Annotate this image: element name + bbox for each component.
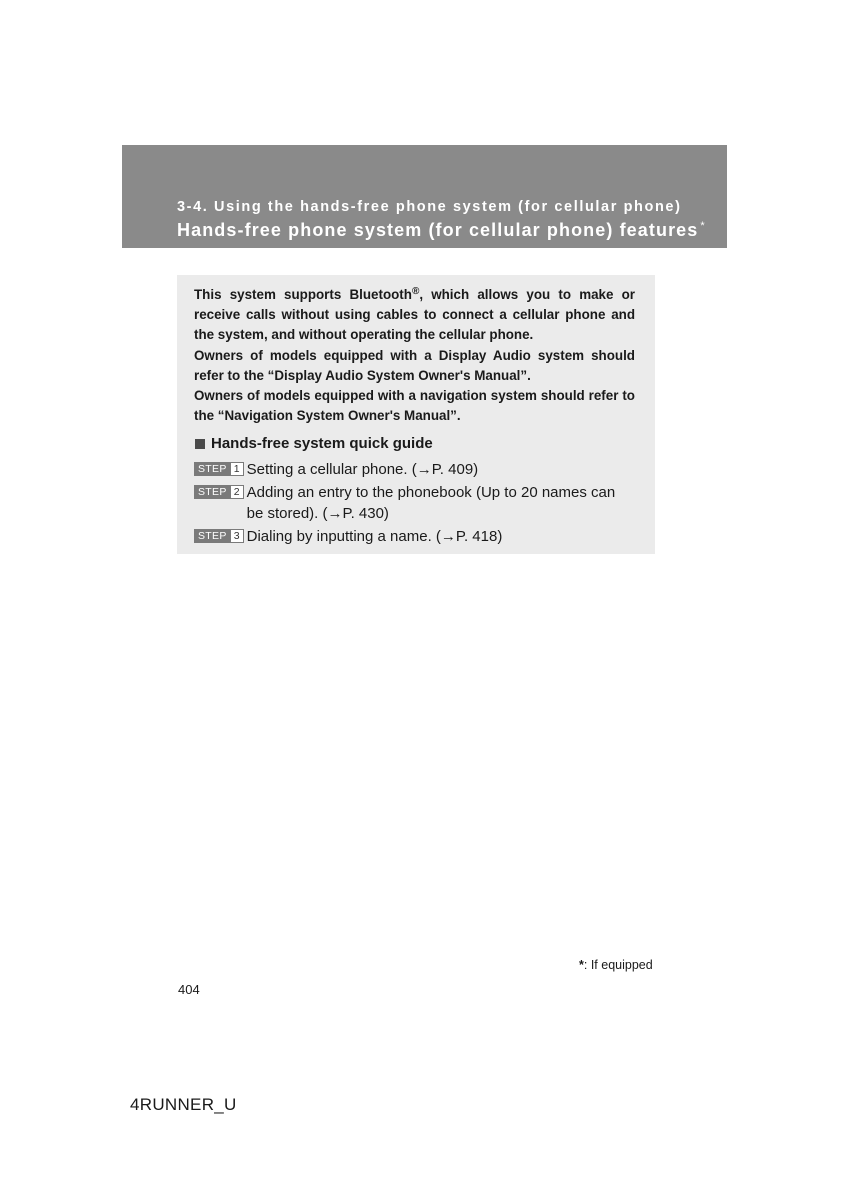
step-label: STEP — [194, 462, 231, 476]
intro-paragraph-bluetooth — [194, 282, 635, 346]
intro-box — [177, 275, 655, 554]
square-bullet-icon — [195, 439, 205, 449]
page-title-text: Hands-free phone system (for cellular phone) features — [177, 220, 699, 240]
step-number: 1 — [231, 462, 244, 476]
step-text: Adding an entry to the phonebook (Up to 20 names can be stored). (→P. 430) — [246, 483, 616, 523]
intro-p1-b: , which allows you to make or receive calls without using cables to connect a cellular phone and the system, and without operating the cellular phone. — [194, 287, 636, 343]
step-label: STEP — [194, 529, 231, 543]
step-label: STEP — [194, 485, 231, 499]
step-badge — [194, 529, 244, 543]
step-badge — [194, 485, 244, 499]
step-text: Setting a cellular phone. (→P. 409) — [246, 461, 479, 479]
section-header-band — [122, 145, 727, 248]
step-badge — [194, 462, 244, 476]
intro-paragraph-navigation: Owners of models equipped with a navigation system should refer to the “Navigation System Owner's Manual”. — [194, 388, 635, 424]
step-number: 3 — [231, 529, 244, 543]
step-item — [194, 482, 635, 525]
intro-paragraph-display-audio: Owners of models equipped with a Display Audio system should refer to the “Display Audio System Owner's Manual”. — [194, 347, 635, 383]
step-item — [194, 526, 635, 548]
section-label: 3-4. Using the hands-free phone system (for cellular phone) — [177, 199, 682, 215]
model-code: 4RUNNER_U — [130, 1095, 237, 1114]
step-number: 2 — [231, 485, 244, 499]
footnote-text: : If equipped — [583, 958, 653, 972]
quick-guide-heading-text: Hands-free system quick guide — [211, 435, 433, 453]
quick-guide-heading — [194, 433, 635, 455]
registered-mark: ® — [411, 286, 420, 297]
footnote-mark: * — [579, 958, 584, 972]
page-title — [177, 220, 706, 241]
step-item — [194, 459, 635, 481]
if-equipped-mark: * — [700, 220, 706, 232]
step-text: Dialing by inputting a name. (→P. 418) — [246, 527, 503, 545]
intro-p1-a: This system supports Bluetooth — [194, 287, 412, 302]
page-number: 404 — [178, 982, 200, 997]
footnote — [579, 958, 653, 972]
